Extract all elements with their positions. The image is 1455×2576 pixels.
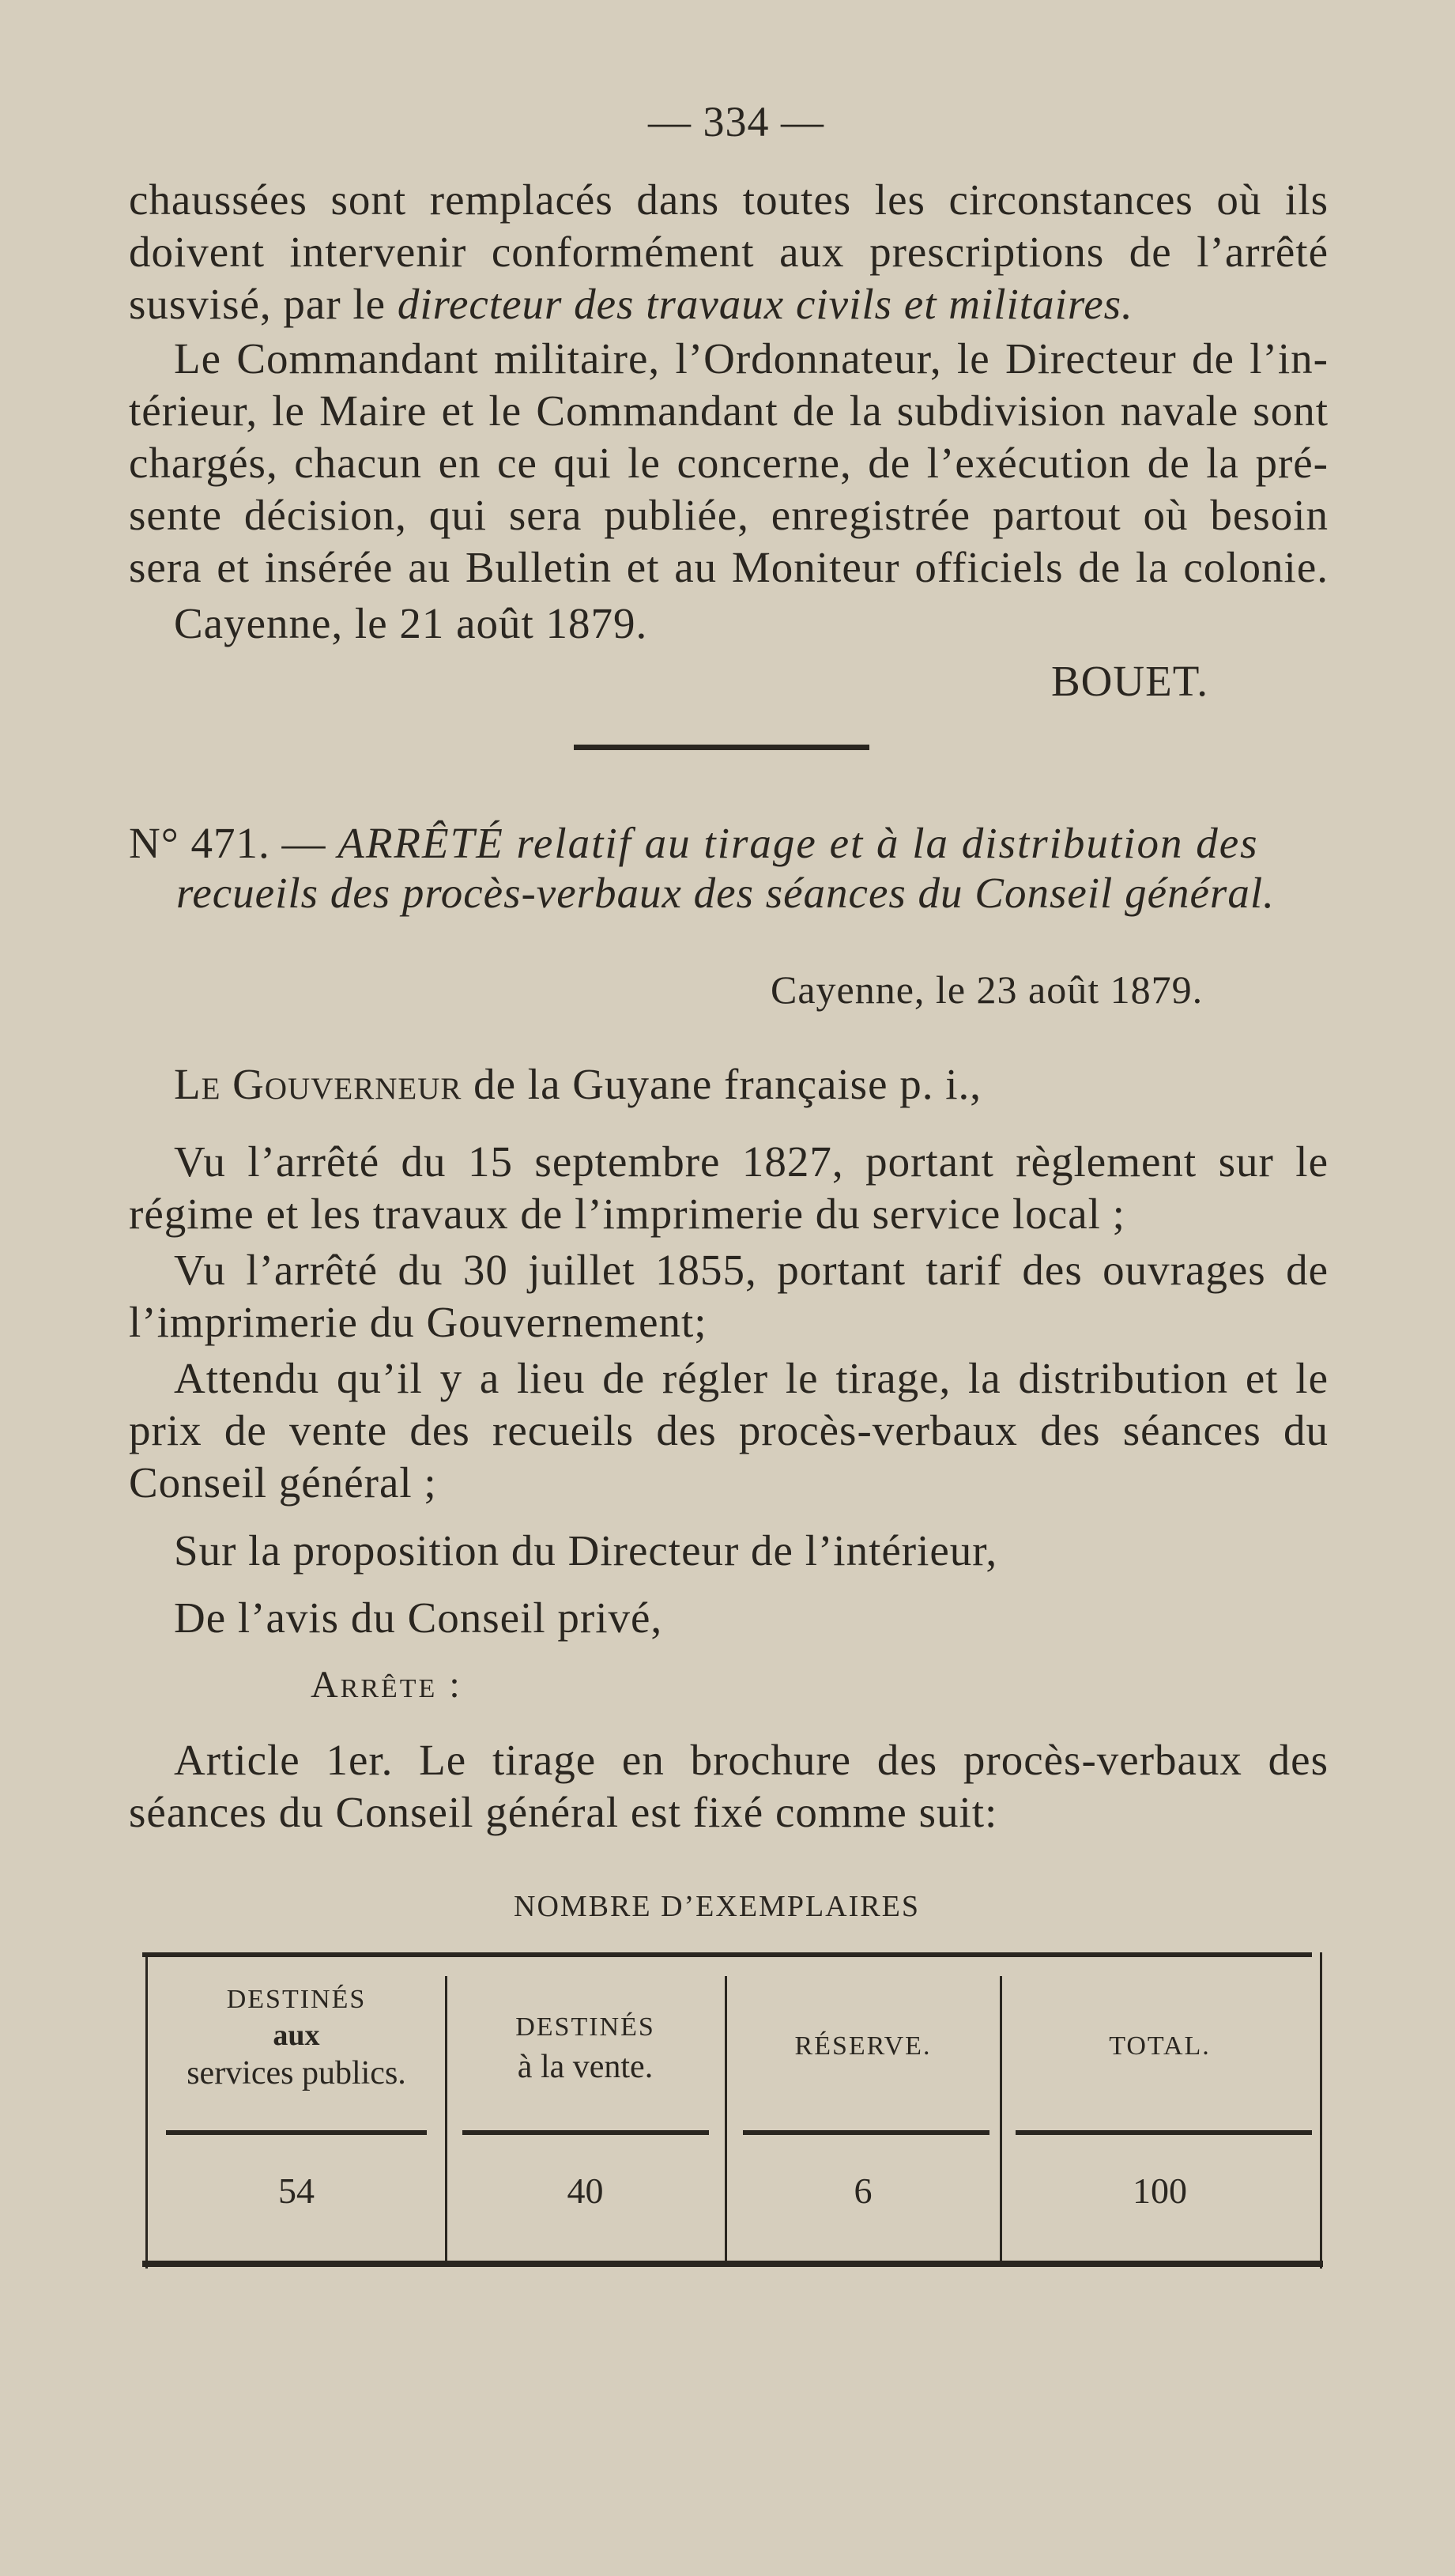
paragraph-line: séances du Conseil général est fixé comme suit:	[129, 1788, 998, 1836]
paragraph-line: Vu l’arrêté du 30 juillet 1855, portant tarif des ouvrages de	[174, 1246, 1329, 1294]
governor-title: Le Gouverneur	[174, 1060, 462, 1108]
paragraph-line: chargés, chacun en ce qui le concerne, de l’exécution de la pré-	[129, 439, 1329, 487]
table-top-rule	[142, 1952, 1312, 1957]
governor-line	[174, 1059, 982, 1110]
table-border-right	[1320, 1952, 1322, 2269]
paragraph-line: Attendu qu’il y a lieu de régler le tirage, la distribution et le	[174, 1354, 1329, 1402]
paragraph-text: susvisé, par le	[129, 280, 386, 328]
table-value-cell: 100	[1133, 2171, 1187, 2211]
decree-title: recueils des procès-verbaux des séances du Conseil général.	[176, 869, 1275, 917]
paragraph-line: Le Commandant militaire, l’Ordonnateur, le Directeur de l’in-	[174, 334, 1329, 383]
header-rule	[1016, 2130, 1312, 2135]
table-value-cell: 40	[567, 2171, 604, 2211]
paragraph-line: prix de vente des recueils des procès-verbaux des séances du	[129, 1406, 1329, 1454]
header-rule	[462, 2130, 709, 2135]
data-table	[142, 1952, 1328, 2269]
header-rule	[743, 2130, 989, 2135]
table-header-cell	[449, 2008, 722, 2087]
decree-number: N° 471. —	[129, 819, 326, 867]
table-header-cell	[150, 1982, 443, 2093]
paragraph-line: Vu l’arrêté du 15 septembre 1827, portant règlement sur le	[174, 1137, 1329, 1186]
column-divider	[1000, 1976, 1002, 2261]
italic-text: directeur des travaux civils et militaires.	[397, 280, 1133, 328]
header-line: DESTINÉS	[226, 1985, 367, 2014]
page-number: — 334 —	[648, 98, 824, 145]
column-divider	[725, 1976, 727, 2261]
table-value-cell: 6	[854, 2171, 873, 2211]
paragraph-line: l’imprimerie du Gouvernement;	[129, 1298, 707, 1346]
dateline: Cayenne, le 21 août 1879.	[174, 599, 648, 647]
header-line: services publics.	[187, 2055, 406, 2091]
table-header-cell: RÉSERVE.	[794, 2031, 932, 2061]
header-line: à la vente.	[517, 2049, 654, 2085]
header-line: aux	[273, 2019, 320, 2052]
paragraph-line: sera et insérée au Bulletin et au Moniteur officiels de la colonie.	[129, 543, 1329, 591]
paragraph-line: régime et les travaux de l’imprimerie du service local ;	[129, 1190, 1125, 1238]
paragraph-line	[129, 279, 1133, 330]
governor-text: de la Guyane française p. i.,	[473, 1060, 982, 1108]
dateline: Cayenne, le 23 août 1879.	[771, 967, 1204, 1012]
paragraph-line: Article 1er. Le tirage en brochure des procès-verbaux des	[174, 1736, 1329, 1784]
section-divider	[574, 745, 869, 750]
decree-heading	[129, 818, 1329, 869]
table-header-cell: TOTAL.	[1109, 2031, 1211, 2061]
decree-heading	[176, 868, 1275, 918]
table-border-left	[145, 1952, 148, 2269]
paragraph-line: doivent intervenir conformément aux prescriptions de l’arrêté	[129, 228, 1329, 276]
header-rule	[166, 2130, 427, 2135]
column-divider	[445, 1976, 447, 2261]
signature: BOUET.	[1051, 657, 1208, 705]
table-bottom-rule	[142, 2261, 1323, 2267]
table-value-cell: 54	[278, 2171, 315, 2211]
paragraph-line: Conseil général ;	[129, 1458, 437, 1507]
paragraph-line: Sur la proposition du Directeur de l’intérieur,	[174, 1526, 998, 1575]
paragraph-line: sente décision, qui sera publiée, enregistrée partout où besoin	[129, 491, 1329, 539]
decree-title: ARRÊTÉ relatif au tirage et à la distribution des	[337, 819, 1259, 867]
header-line: DESTINÉS	[515, 2012, 655, 2042]
arrete-heading: Arrête :	[311, 1664, 462, 1706]
table-caption: NOMBRE D’EXEMPLAIRES	[514, 1890, 920, 1923]
paragraph-line: térieur, le Maire et le Commandant de la subdivision navale sont	[129, 387, 1329, 435]
paragraph-line: De l’avis du Conseil privé,	[174, 1593, 663, 1642]
paragraph-line: chaussées sont remplacés dans toutes les circonstances où ils	[129, 175, 1329, 224]
